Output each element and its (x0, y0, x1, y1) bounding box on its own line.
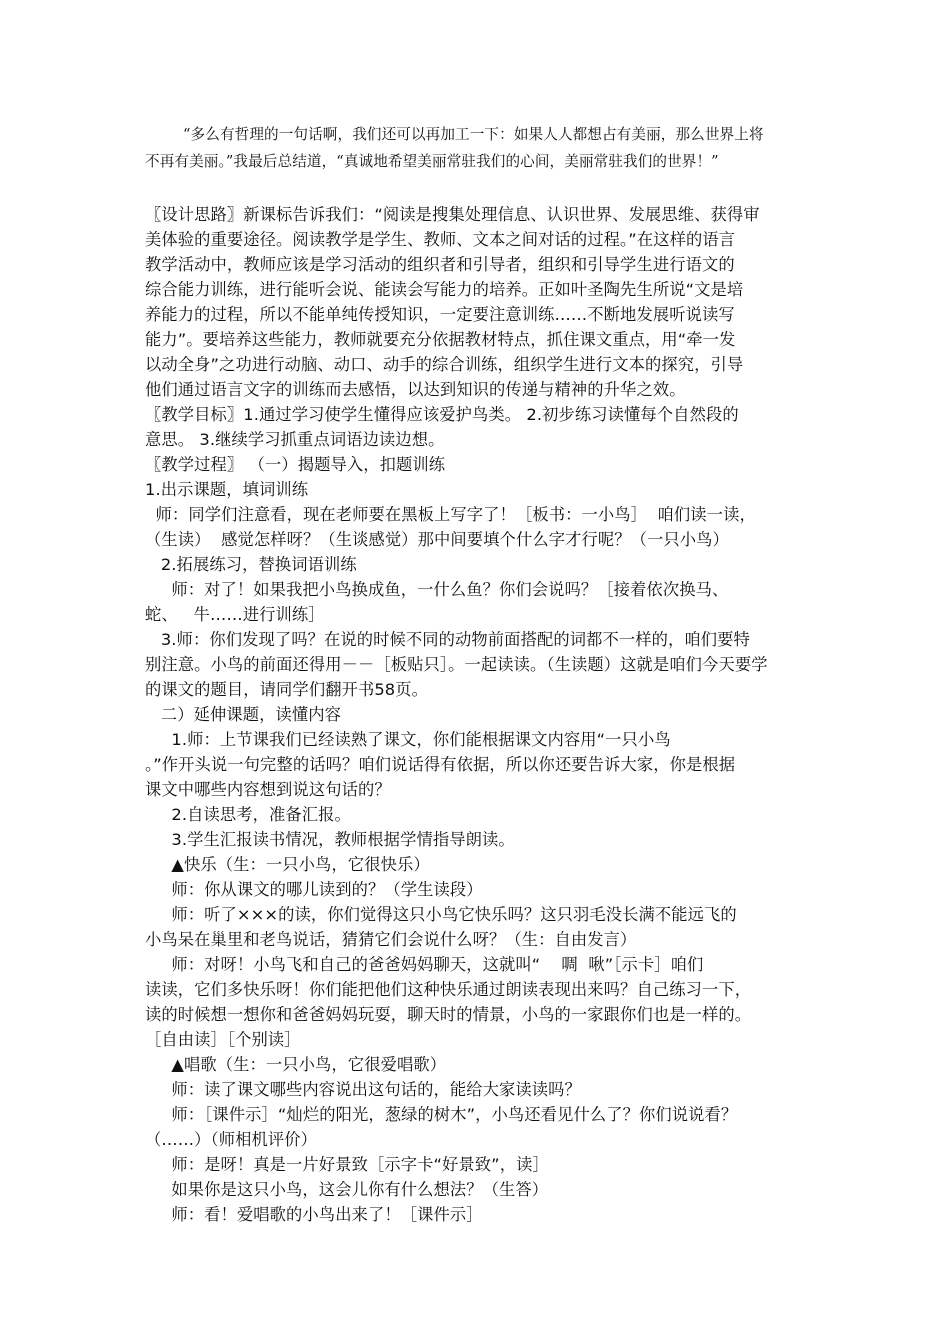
text-line: 1.师：上节课我们已经读熟了课文，你们能根据课文内容用“一只小鸟 (145, 730, 671, 749)
intro-line-2: 不再有美丽。”我最后总结道，“真诚地希望美丽常驻我们的心间，美丽常驻我们的世界！” (145, 153, 719, 170)
text-line: 师：听了×××的读，你们觉得这只小鸟它快乐吗？这只羽毛没长满不能远飞的 (145, 905, 737, 924)
text-line: 师：读了课文哪些内容说出这句话的，能给大家读读吗？ (145, 1080, 581, 1099)
text-line: 2.自读思考，准备汇报。 (145, 805, 351, 824)
text-line: 别注意。小鸟的前面还得用－－［板贴只］。一起读读。（生读题）这就是咱们今天要学 (145, 655, 768, 674)
text-line: 3.师：你们发现了吗？在说的时候不同的动物前面搭配的词都不一样的，咱们要特 (145, 630, 750, 649)
text-line: 蛇、 牛……进行训练］ (145, 605, 325, 624)
text-line: 教学活动中，教师应该是学习活动的组织者和引导者，组织和引导学生进行语文的 (145, 255, 735, 274)
text-line: 读读，它们多快乐呀！你们能把他们这种快乐通过朗读表现出来吗？自己练习一下， (145, 980, 752, 999)
text-line: 意思。 3.继续学习抓重点词语边读边想。 (145, 430, 445, 449)
text-line: 美体验的重要途径。阅读教学是学生、教师、文本之间对话的过程。”在这样的语言 (145, 230, 736, 249)
text-line: 1.出示课题，填词训练 (145, 480, 309, 499)
text-line: ▲唱歌（生：一只小鸟，它很爱唱歌） (145, 1055, 447, 1074)
text-line: 能力”。要培养这些能力，教师就要充分依据教材特点，抓住课文重点，用“牵一发 (145, 330, 736, 349)
text-line: ▲快乐（生：一只小鸟，它很快乐） (145, 855, 430, 874)
text-line: 2.拓展练习，替换词语训练 (145, 555, 357, 574)
text-line: 二）延伸课题，读懂内容 (145, 705, 342, 724)
text-line: ［自由读］［个别读］ (145, 1030, 301, 1049)
text-line: 读的时候想一想你和爸爸妈妈玩耍，聊天时的情景，小鸟的一家跟你们也是一样的。 (145, 1005, 752, 1024)
text-line: 〖教学目标〗1.通过学习使学生懂得应该爱护鸟类。 2.初步练习读懂每个自然段的 (145, 405, 739, 424)
text-line: 。”作开头说一句完整的话吗？咱们说话得有依据，所以你还要告诉大家，你是根据 (145, 755, 736, 774)
text-line: 师：看！爱唱歌的小鸟出来了！［课件示］ (145, 1205, 483, 1224)
text-line: 综合能力训练，进行能听会说、能读会写能力的培养。正如叶圣陶先生所说“文是培 (145, 280, 744, 299)
intro-line-1: “多么有哲理的一句话啊，我们还可以再加工一下：如果人人都想占有美丽，那么世界上将 (183, 126, 764, 143)
text-line: 3.学生汇报读书情况，教师根据学情指导朗读。 (145, 830, 515, 849)
text-line: 师：对了！如果我把小鸟换成鱼，一什么鱼？你们会说吗？［接着依次换马、 (145, 580, 729, 599)
text-line: 师：是呀！真是一片好景致［示字卡“好景致”，读］ (145, 1155, 549, 1174)
text-line: 师：你从课文的哪儿读到的？（学生读段） (145, 880, 483, 899)
text-line: 师：对呀！小鸟飞和自己的爸爸妈妈聊天，这就叫“ 啁 啾”［示卡］咱们 (145, 955, 704, 974)
text-line: 养能力的过程，所以不能单纯传授知识，一定要注意训练……不断地发展听说读写 (145, 305, 735, 324)
text-line: 课文中哪些内容想到说这句话的？ (145, 780, 391, 799)
text-line: （……）（师相机评价） (145, 1130, 318, 1149)
text-line: 他们通过语言文字的训练而去感悟，以达到知识的传递与精神的升华之效。 (145, 380, 686, 399)
text-line: 小鸟呆在巢里和老鸟说话，猜猜它们会说什么呀？（生：自由发言） (145, 930, 637, 949)
text-line: 〖教学过程〗 （一）揭题导入，扣题训练 (145, 455, 446, 474)
text-line: 的课文的题目，请同学们翻开书58页。 (145, 680, 429, 699)
text-line: 师：同学们注意看，现在老师要在黑板上写字了！［板书：一小鸟］ 咱们读一读， (145, 505, 756, 524)
text-line: 如果你是这只小鸟，这会儿你有什么想法？（生答） (145, 1180, 549, 1199)
text-line: 师：［课件示］“灿烂的阳光，葱绿的树木”，小鸟还看见什么了？你们说说看？ (145, 1105, 738, 1124)
text-line: （生读） 感觉怎样呀？（生谈感觉）那中间要填个什么字才行呢？（一只小鸟） (145, 530, 729, 549)
text-line: 以动全身”之功进行动脑、动口、动手的综合训练，组织学生进行文本的探究，引导 (145, 355, 744, 374)
text-line: 〖设计思路〗新课标告诉我们：“阅读是搜集处理信息、认识世界、发展思维、获得审 (145, 205, 760, 224)
